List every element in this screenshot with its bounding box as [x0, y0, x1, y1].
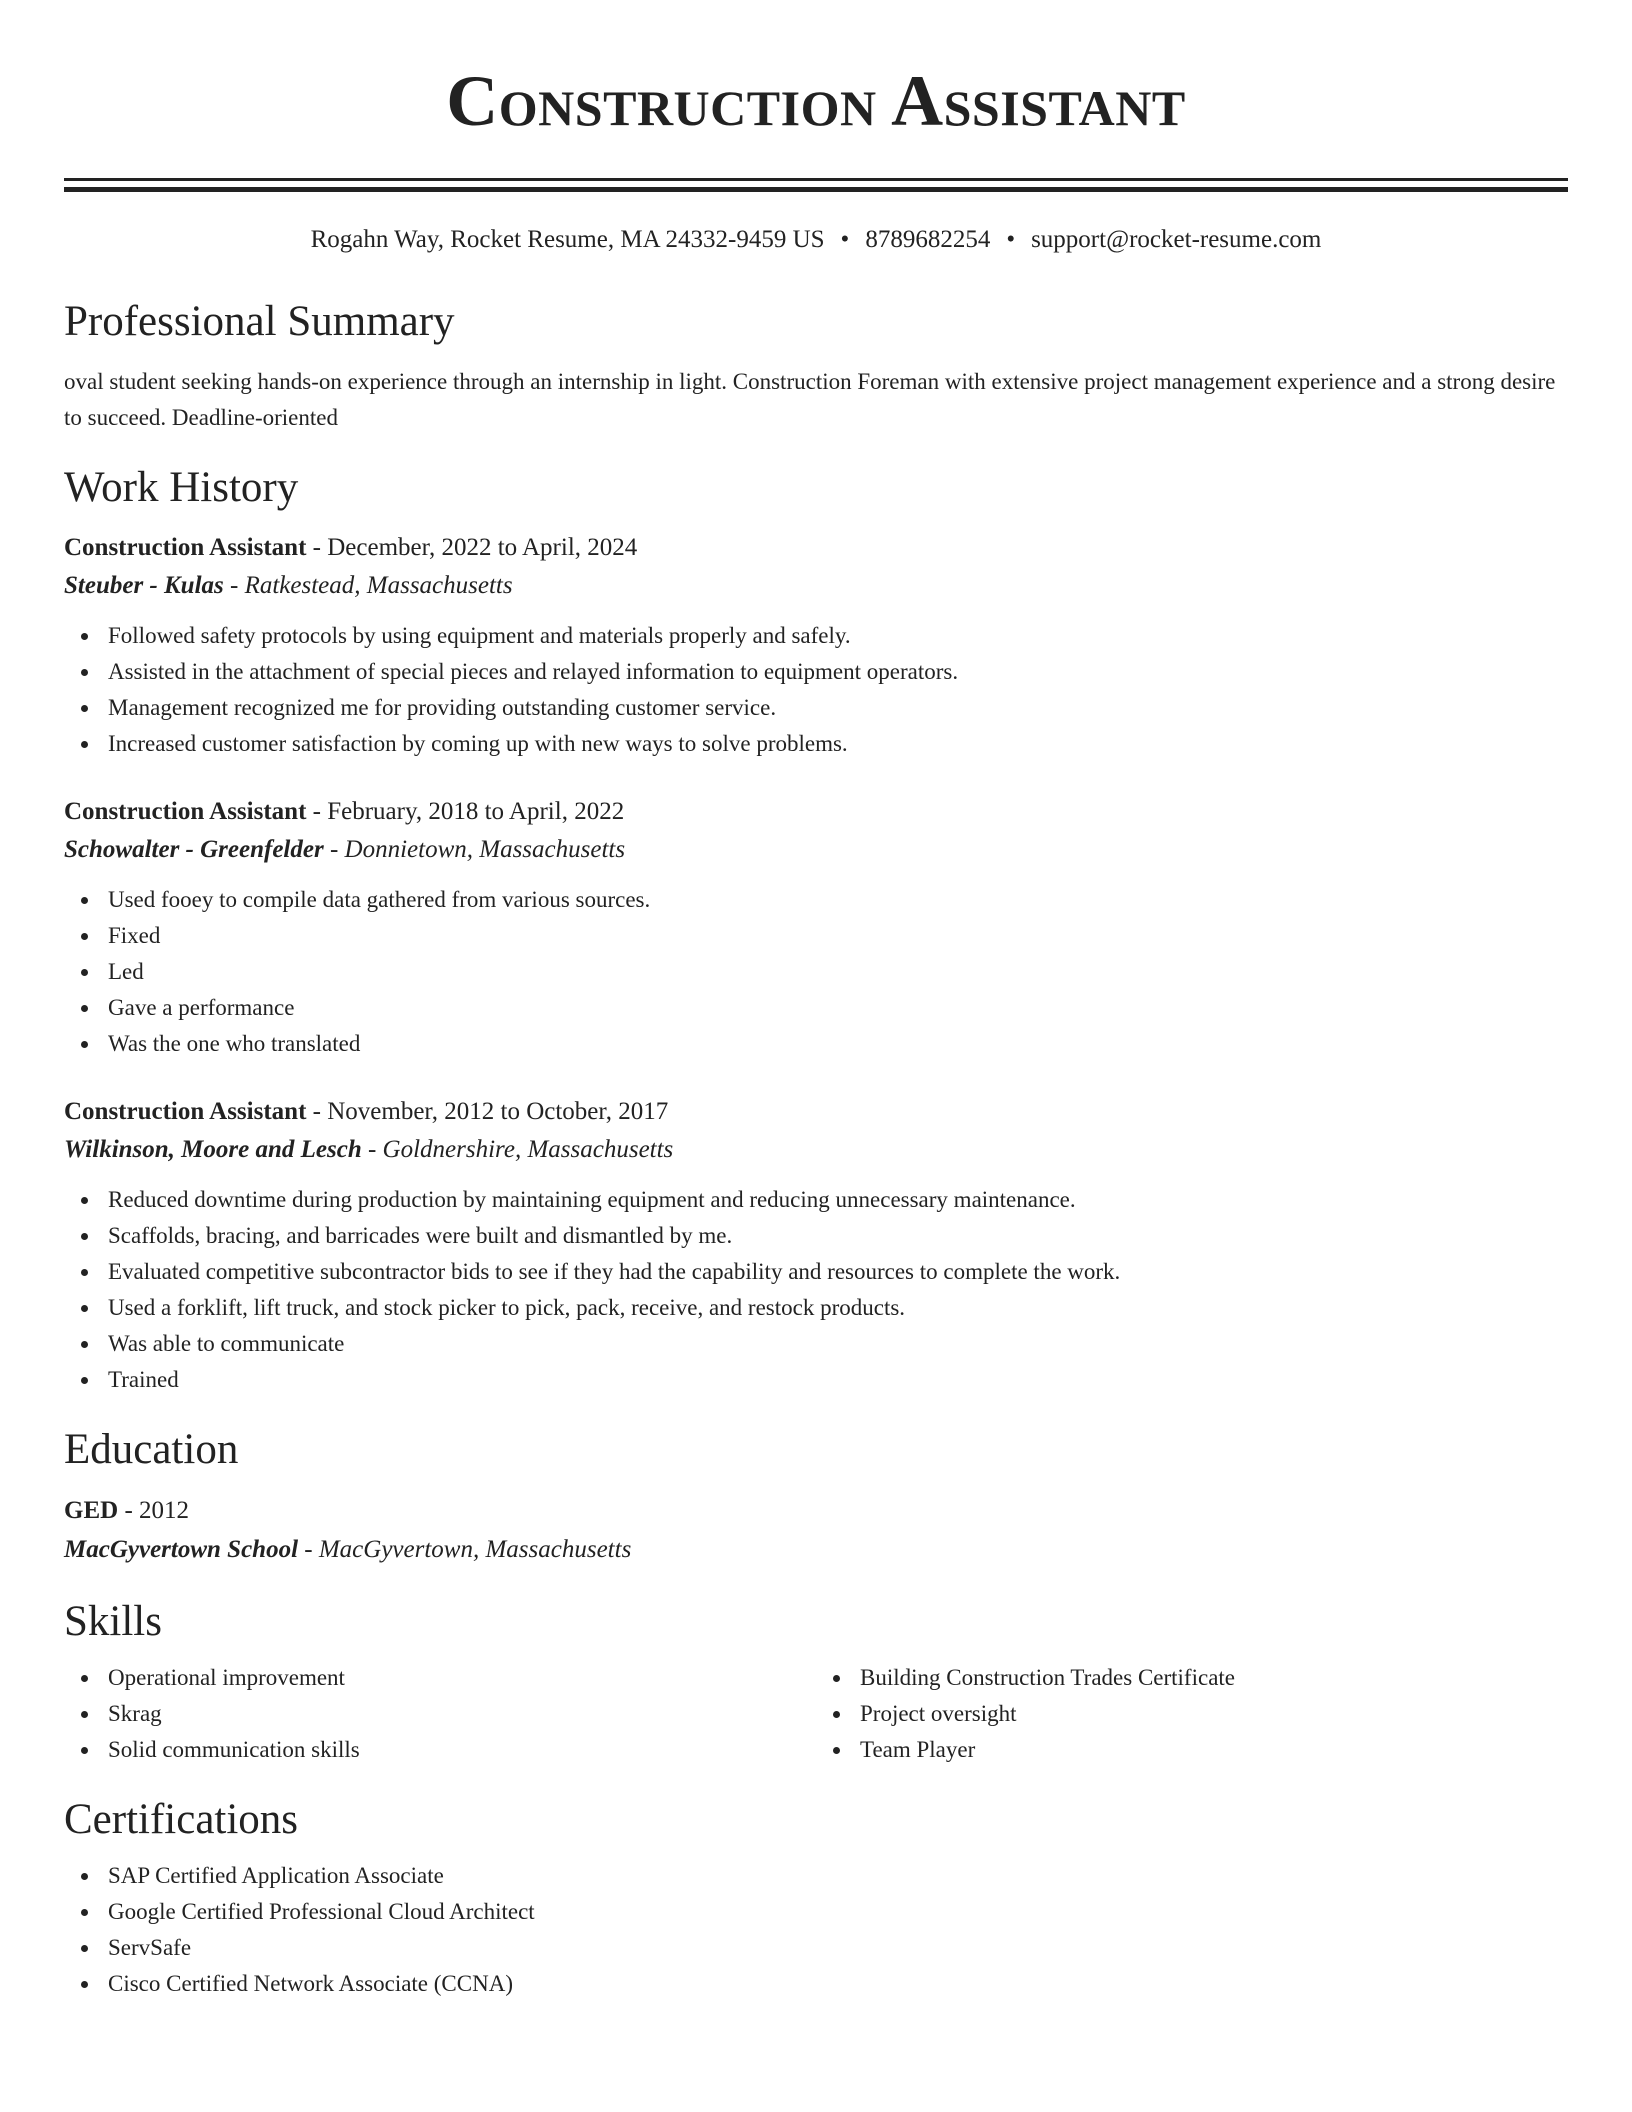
- list-item: Fixed: [108, 918, 1568, 954]
- summary-text: oval student seeking hands-on experience through an internship in light. Construction Foreman with extensive project management experience and a strong desire to succeed. Deadline-oriented: [64, 369, 1556, 430]
- work-history-heading: Work History: [64, 464, 299, 511]
- job-duties: [64, 618, 1568, 762]
- summary-heading: Professional Summary: [64, 298, 455, 345]
- job-header: [64, 1094, 1568, 1130]
- job-dates: - November, 2012 to October, 2017: [306, 1098, 669, 1125]
- skills-list-left: [64, 1660, 816, 1768]
- job-title: Construction Assistant: [64, 1098, 307, 1125]
- title-divider-thick: [64, 187, 1568, 192]
- job-employer: [64, 566, 1568, 606]
- job-dates: - February, 2018 to April, 2022: [306, 798, 625, 825]
- list-item: Skrag: [108, 1696, 816, 1732]
- resume-title: Construction Assistant: [446, 61, 1186, 141]
- contact-separator: •: [840, 226, 850, 253]
- list-item: Reduced downtime during production by maintaining equipment and reducing unnecessary maintenance.: [108, 1182, 1568, 1218]
- list-item: Building Construction Trades Certificate: [860, 1660, 1568, 1696]
- job-location: - Goldnershire, Massachusetts: [361, 1136, 674, 1163]
- list-item: Assisted in the attachment of special pieces and relayed information to equipment operators.: [108, 654, 1568, 690]
- list-item: Led: [108, 954, 1568, 990]
- job-company: Wilkinson, Moore and Lesch: [64, 1136, 362, 1163]
- list-item: Management recognized me for providing outstanding customer service.: [108, 690, 1568, 726]
- contact-line: [64, 224, 1568, 256]
- job-employer: [64, 830, 1568, 870]
- list-item: Gave a performance: [108, 990, 1568, 1026]
- list-item: Used a forklift, lift truck, and stock picker to pick, pack, receive, and restock products.: [108, 1290, 1568, 1326]
- contact-separator: •: [1006, 226, 1016, 253]
- job-duties: [64, 882, 1568, 1062]
- job-entry: [64, 530, 1568, 762]
- job-company: Schowalter - Greenfelder: [64, 836, 324, 863]
- list-item: Evaluated competitive subcontractor bids to see if they had the capability and resources to complete the work.: [108, 1254, 1568, 1290]
- list-item: Scaffolds, bracing, and barricades were built and dismantled by me.: [108, 1218, 1568, 1254]
- list-item: Cisco Certified Network Associate (CCNA): [108, 1966, 1568, 2002]
- job-entry: [64, 794, 1568, 1062]
- list-item: SAP Certified Application Associate: [108, 1858, 1568, 1894]
- education-school-line: [64, 1530, 1568, 1570]
- list-item: Increased customer satisfaction by coming up with new ways to solve problems.: [108, 726, 1568, 762]
- contact-phone: 8789682254: [865, 226, 991, 253]
- job-dates: - December, 2022 to April, 2024: [306, 534, 638, 561]
- contact-email: support@rocket-resume.com: [1031, 226, 1322, 253]
- certifications-list: [64, 1858, 1568, 2002]
- job-duties: [64, 1182, 1568, 1398]
- education-year: - 2012: [118, 1497, 190, 1524]
- list-item: Google Certified Professional Cloud Architect: [108, 1894, 1568, 1930]
- list-item: Operational improvement: [108, 1660, 816, 1696]
- list-item: Solid communication skills: [108, 1732, 816, 1768]
- skills-columns: [64, 1660, 1568, 1768]
- list-item: Used fooey to compile data gathered from various sources.: [108, 882, 1568, 918]
- job-header: [64, 794, 1568, 830]
- job-header: [64, 530, 1568, 566]
- list-item: Followed safety protocols by using equipment and materials properly and safely.: [108, 618, 1568, 654]
- list-item: ServSafe: [108, 1930, 1568, 1966]
- education-degree-line: [64, 1492, 1568, 1530]
- certifications-heading: Certifications: [64, 1796, 299, 1843]
- list-item: Was the one who translated: [108, 1026, 1568, 1062]
- education-location: - MacGyvertown, Massachusetts: [298, 1536, 632, 1563]
- education-heading: Education: [64, 1426, 239, 1473]
- job-company: Steuber - Kulas: [64, 572, 224, 599]
- job-employer: [64, 1130, 1568, 1170]
- job-location: - Donnietown, Massachusetts: [323, 836, 626, 863]
- skills-heading: Skills: [64, 1598, 162, 1645]
- list-item: Team Player: [860, 1732, 1568, 1768]
- job-location: - Ratkestead, Massachusetts: [223, 572, 513, 599]
- skills-list-right: [816, 1660, 1568, 1768]
- job-title: Construction Assistant: [64, 798, 307, 825]
- education-degree: GED: [64, 1497, 119, 1524]
- list-item: Was able to communicate: [108, 1326, 1568, 1362]
- title-divider-thin: [64, 178, 1568, 181]
- job-entry: [64, 1094, 1568, 1398]
- education-school: MacGyvertown School: [64, 1536, 299, 1563]
- list-item: Project oversight: [860, 1696, 1568, 1732]
- job-title: Construction Assistant: [64, 534, 307, 561]
- list-item: Trained: [108, 1362, 1568, 1398]
- contact-address: Rogahn Way, Rocket Resume, MA 24332-9459 US: [310, 226, 825, 253]
